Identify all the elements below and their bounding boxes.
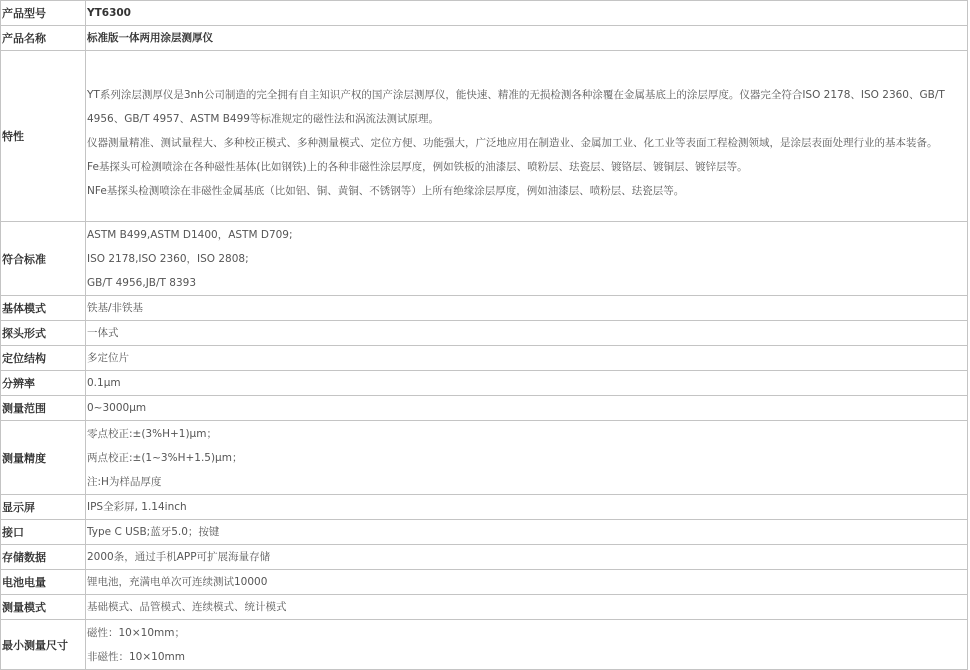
value-line: GB/T 4956,JB/T 8393: [87, 276, 196, 289]
table-row-display: [1, 495, 968, 520]
row-value-min-size: [86, 620, 968, 670]
features-paragraph-2: 仪器测量精准、测试量程大、多种校正模式、多种测量模式、定位方便、功能强大，广泛地应用在制造业、金属加工业、化工业等表面工程检测领域，是涂层表面处理行业的基本装备。: [87, 136, 938, 149]
table-row-storage: [1, 545, 968, 570]
value-line: 注:H为样品厚度: [87, 475, 162, 488]
row-value-probe-type: [86, 321, 968, 346]
table-row-substrate-mode: [1, 296, 968, 321]
row-label-resolution: 分辨率: [1, 371, 86, 396]
value-line: 非磁性：10×10mm: [87, 650, 185, 663]
table-row-accuracy: [1, 421, 968, 495]
table-row-model: [1, 1, 968, 26]
table-row-resolution: [1, 371, 968, 396]
value-line: ISO 2178,ISO 2360，ISO 2808;: [87, 252, 249, 265]
row-value-substrate-mode: [86, 296, 968, 321]
value-line: 基础模式、品管模式、连续模式、统计模式: [87, 601, 287, 613]
row-value-model: [86, 1, 968, 26]
row-value-interface: [86, 520, 968, 545]
row-label-features: 特性: [1, 51, 86, 222]
row-label-substrate-mode: 基体模式: [1, 296, 86, 321]
row-value-resolution: [86, 371, 968, 396]
value-line: YT6300: [87, 7, 131, 19]
table-row-range: [1, 396, 968, 421]
value-line: 铁基/非铁基: [87, 302, 144, 314]
row-value-battery: [86, 570, 968, 595]
row-value-positioning: [86, 346, 968, 371]
table-row-positioning: [1, 346, 968, 371]
table-row-features: [1, 51, 968, 222]
value-line: 磁性：10×10mm；: [87, 626, 185, 639]
row-label-positioning: 定位结构: [1, 346, 86, 371]
row-label-display: 显示屏: [1, 495, 86, 520]
row-label-range: 测量范围: [1, 396, 86, 421]
row-value-standards: [86, 222, 968, 296]
table-row-interface: [1, 520, 968, 545]
row-label-model: 产品型号: [1, 1, 86, 26]
value-line: 标准版一体两用涂层测厚仪: [87, 32, 213, 44]
value-line: 0~3000μm: [87, 402, 147, 414]
row-label-standards: 符合标准: [1, 222, 86, 296]
row-label-min-size: 最小测量尺寸: [1, 620, 86, 670]
value-line: 一体式: [87, 327, 119, 339]
row-value-accuracy: [86, 421, 968, 495]
features-paragraph-4: NFe基探头检测喷涂在非磁性金属基底（比如铝、铜、黄铜、不锈钢等）上所有绝缘涂层厚度，例如油漆层、喷粉层、珐瓷层等。: [87, 184, 685, 197]
row-value-measure-mode: [86, 595, 968, 620]
value-line: 零点校正:±(3%H+1)μm；: [87, 427, 217, 440]
row-label-probe-type: 探头形式: [1, 321, 86, 346]
table-row-battery: [1, 570, 968, 595]
table-row-product-name: [1, 26, 968, 51]
features-paragraph-1: YT系列涂层测厚仪是3nh公司制造的完全拥有自主知识产权的国产涂层测厚仪，能快速、精准的无损检测各种涂覆在金属基底上的涂层厚度。仪器完全符合ISO 2178、ISO 2360、GB/T 4956、GB/T 4957、ASTM B499等标准规定的磁性法和涡流法测试原理。: [87, 88, 945, 125]
value-line: 2000条，通过手机APP可扩展海量存储: [87, 551, 271, 563]
table-row-standards: [1, 222, 968, 296]
value-line: 多定位片: [87, 352, 129, 364]
row-value-features: [86, 51, 968, 222]
features-paragraph-3: Fe基探头可检测喷涂在各种磁性基体(比如钢铁)上的各种非磁性涂层厚度，例如铁板的油漆层、喷粉层、珐瓷层、镀铬层、镀铜层、镀锌层等。: [87, 160, 748, 173]
row-value-range: [86, 396, 968, 421]
value-line: IPS全彩屏, 1.14inch: [87, 501, 187, 513]
row-label-battery: 电池电量: [1, 570, 86, 595]
table-row-min-size: [1, 620, 968, 670]
row-label-product-name: 产品名称: [1, 26, 86, 51]
value-line: 0.1μm: [87, 377, 121, 389]
value-line: ASTM B499,ASTM D1400，ASTM D709;: [87, 228, 293, 241]
table-row-probe-type: [1, 321, 968, 346]
row-label-interface: 接口: [1, 520, 86, 545]
row-value-storage: [86, 545, 968, 570]
value-line: 两点校正:±(1~3%H+1.5)μm；: [87, 451, 243, 464]
row-value-product-name: [86, 26, 968, 51]
row-label-measure-mode: 测量模式: [1, 595, 86, 620]
value-line: 锂电池，充满电单次可连续测试10000: [87, 576, 268, 588]
row-value-display: [86, 495, 968, 520]
table-row-measure-mode: [1, 595, 968, 620]
row-label-storage: 存储数据: [1, 545, 86, 570]
row-label-accuracy: 测量精度: [1, 421, 86, 495]
value-line: Type C USB;蓝牙5.0；按键: [87, 526, 220, 538]
